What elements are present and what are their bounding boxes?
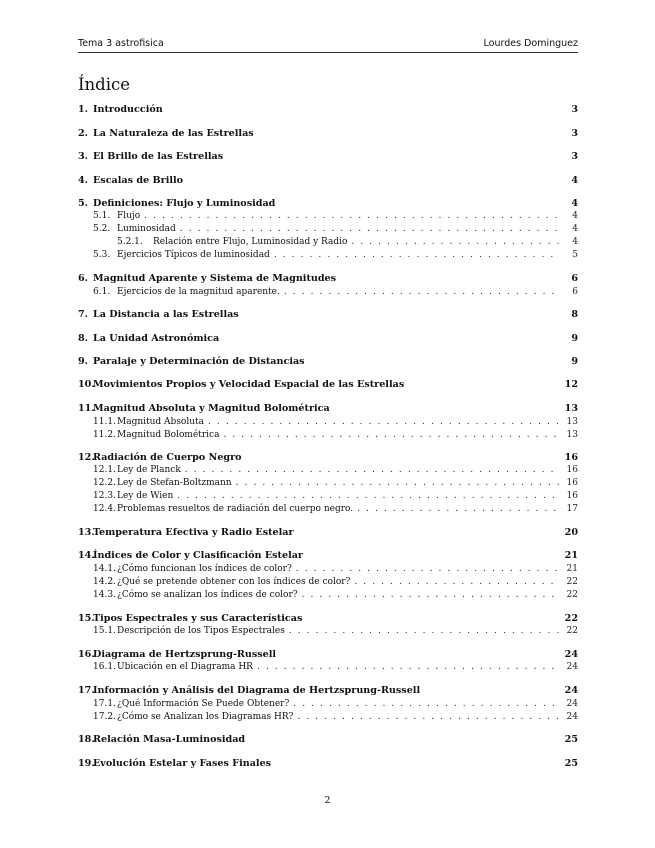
toc-section-entry[interactable] bbox=[78, 104, 578, 116]
toc-entry-title: Flujo bbox=[117, 211, 141, 221]
toc-entry-page: 4 bbox=[572, 224, 578, 234]
toc-section-entry[interactable] bbox=[78, 758, 578, 770]
toc-entry-title: Tipos Espectrales y sus Características bbox=[93, 613, 303, 624]
toc-section-entry[interactable] bbox=[78, 734, 578, 746]
toc-subsection-entry[interactable] bbox=[78, 417, 578, 429]
toc-entry-number: 14.3. bbox=[93, 590, 116, 600]
toc-entry-title: ¿Qué Información Se Puede Obtener? bbox=[117, 699, 290, 709]
toc-entry-number: 14. bbox=[78, 550, 95, 561]
header-rule bbox=[78, 52, 578, 53]
toc-entry-number: 16.1. bbox=[93, 662, 116, 672]
toc-entry-page: 3 bbox=[571, 128, 578, 139]
toc-entry-title: Descripción de los Tipos Espectrales bbox=[117, 626, 285, 636]
toc-entry-title: Problemas resueltos de radiación del cuerpo negro. bbox=[117, 504, 354, 514]
toc-entry-number: 12.1. bbox=[93, 465, 116, 475]
toc-entry-number: 17. bbox=[78, 685, 95, 696]
toc-dot-leader bbox=[351, 237, 560, 247]
toc-dot-leader bbox=[208, 417, 560, 427]
toc-dot-leader bbox=[236, 478, 560, 488]
toc-subsection-entry[interactable] bbox=[78, 491, 578, 503]
toc-subsection-entry[interactable] bbox=[78, 478, 578, 490]
toc-dot-leader bbox=[274, 250, 560, 260]
toc-section-entry[interactable] bbox=[78, 403, 578, 415]
toc-entry-page: 9 bbox=[571, 356, 578, 367]
toc-subsection-entry[interactable] bbox=[78, 662, 578, 674]
toc-entry-page: 9 bbox=[571, 333, 578, 344]
toc-entry-number: 14.2. bbox=[93, 577, 116, 587]
toc-dot-leader bbox=[302, 590, 560, 600]
toc-entry-page: 6 bbox=[572, 287, 578, 297]
toc-entry-title: Índices de Color y Clasificación Estelar bbox=[93, 550, 303, 561]
toc-entry-number: 7. bbox=[78, 309, 89, 320]
toc-entry-title: La Unidad Astronómica bbox=[93, 333, 220, 344]
toc-entry-page: 12 bbox=[564, 379, 578, 390]
toc-entry-title: Magnitud Bolométrica bbox=[117, 430, 220, 440]
toc-dot-leader bbox=[354, 577, 560, 587]
toc-section-entry[interactable] bbox=[78, 198, 578, 210]
toc-entry-title: Definiciones: Flujo y Luminosidad bbox=[93, 198, 276, 209]
toc-entry-page: 8 bbox=[571, 309, 578, 320]
toc-subsection-entry[interactable] bbox=[78, 712, 578, 724]
toc-entry-title: Información y Análisis del Diagrama de Hertzsprung-Russell bbox=[93, 685, 421, 696]
toc-entry-page: 4 bbox=[571, 198, 578, 209]
toc-entry-title: Movimientos Propios y Velocidad Espacial de las Estrellas bbox=[93, 379, 405, 390]
toc-entry-number: 13. bbox=[78, 527, 95, 538]
toc-entry-number: 11.1. bbox=[93, 417, 116, 427]
toc-subsection-entry[interactable] bbox=[78, 224, 578, 236]
toc-entry-number: 2. bbox=[78, 128, 89, 139]
toc-entry-page: 16 bbox=[566, 465, 578, 475]
toc-entry-title: Temperatura Efectiva y Radio Estelar bbox=[93, 527, 294, 538]
toc-entry-page: 6 bbox=[571, 273, 578, 284]
toc-entry-title: ¿Cómo funcionan los índices de color? bbox=[117, 564, 292, 574]
toc-entry-page: 5 bbox=[572, 250, 578, 260]
toc-section-entry[interactable] bbox=[78, 175, 578, 187]
toc-entry-page: 24 bbox=[564, 685, 578, 696]
toc-entry-number: 14.1. bbox=[93, 564, 116, 574]
toc-entry-number: 9. bbox=[78, 356, 89, 367]
toc-dot-leader bbox=[297, 712, 560, 722]
toc-entry-number: 15. bbox=[78, 613, 95, 624]
toc-entry-number: 17.2. bbox=[93, 712, 116, 722]
toc-entry-page: 17 bbox=[566, 504, 578, 514]
toc-section-entry[interactable] bbox=[78, 527, 578, 539]
toc-dot-leader bbox=[185, 465, 560, 475]
running-header bbox=[78, 38, 578, 52]
toc-entry-title: Ley de Wien bbox=[117, 491, 174, 501]
toc-entry-page: 22 bbox=[566, 577, 578, 587]
toc-entry-title: Diagrama de Hertzsprung-Russell bbox=[93, 649, 277, 660]
toc-entry-number: 12.3. bbox=[93, 491, 116, 501]
toc-entry-number: 4. bbox=[78, 175, 89, 186]
toc-dot-leader bbox=[257, 662, 560, 672]
toc-entry-title: El Brillo de las Estrellas bbox=[93, 151, 224, 162]
toc-section-entry[interactable] bbox=[78, 452, 578, 464]
toc-entry-title: Paralaje y Determinación de Distancias bbox=[93, 356, 305, 367]
toc-entry-title: ¿Cómo se Analizan los Diagramas HR? bbox=[117, 712, 294, 722]
toc-entry-page: 22 bbox=[566, 626, 578, 636]
toc-entry-page: 4 bbox=[572, 211, 578, 221]
toc-section-entry[interactable] bbox=[78, 685, 578, 697]
toc-dot-leader bbox=[293, 699, 560, 709]
toc-subsection-entry[interactable] bbox=[78, 465, 578, 477]
toc-section-entry[interactable] bbox=[78, 333, 578, 345]
toc-dot-leader bbox=[284, 287, 560, 297]
toc-entry-page: 16 bbox=[566, 491, 578, 501]
toc-entry-title: Escalas de Brillo bbox=[93, 175, 184, 186]
toc-entry-title: Magnitud Absoluta y Magnitud Bolométrica bbox=[93, 403, 330, 414]
toc-entry-title: Ejercicios Típicos de luminosidad bbox=[117, 250, 270, 260]
toc-entry-number: 19. bbox=[78, 758, 95, 769]
toc-section-entry[interactable] bbox=[78, 273, 578, 285]
header-author: Lourdes Dominguez bbox=[483, 38, 578, 49]
toc-entry-title: Radiación de Cuerpo Negro bbox=[93, 452, 242, 463]
toc-entry-number: 11.2. bbox=[93, 430, 116, 440]
toc-entry-title: Ley de Planck bbox=[117, 465, 181, 475]
toc-dot-leader bbox=[223, 430, 560, 440]
toc-entry-page: 4 bbox=[571, 175, 578, 186]
toc-subsection-entry[interactable] bbox=[78, 504, 578, 516]
toc-entry-title: Magnitud Absoluta bbox=[117, 417, 205, 427]
toc-entry-number: 12.4. bbox=[93, 504, 116, 514]
toc-dot-leader bbox=[296, 564, 560, 574]
toc-subsection-entry[interactable] bbox=[78, 250, 578, 262]
toc-entry-page: 22 bbox=[564, 613, 578, 624]
toc-dot-leader bbox=[144, 211, 560, 221]
toc-dot-leader bbox=[357, 504, 560, 514]
toc-entry-page: 16 bbox=[566, 478, 578, 488]
toc-section-entry[interactable] bbox=[78, 613, 578, 625]
toc-dot-leader bbox=[177, 491, 560, 501]
toc-subsection-entry[interactable] bbox=[78, 287, 578, 299]
toc-entry-title: Ley de Stefan-Boltzmann bbox=[117, 478, 232, 488]
toc-entry-page: 24 bbox=[566, 662, 578, 672]
toc-entry-number: 5.1. bbox=[93, 211, 111, 221]
toc-entry-number: 12.2. bbox=[93, 478, 116, 488]
toc-entry-page: 25 bbox=[564, 734, 578, 745]
toc-subsection-entry[interactable] bbox=[78, 699, 578, 711]
toc-entry-number: 1. bbox=[78, 104, 89, 115]
toc-entry-title: Introducción bbox=[93, 104, 163, 115]
toc-subsection-entry[interactable] bbox=[78, 626, 578, 638]
toc-entry-number: 5.2.1. bbox=[117, 237, 143, 247]
toc-entry-page: 3 bbox=[571, 151, 578, 162]
toc-entry-page: 21 bbox=[564, 550, 578, 561]
toc-entry-page: 25 bbox=[564, 758, 578, 769]
toc-dot-leader bbox=[289, 626, 560, 636]
toc-entry-number: 8. bbox=[78, 333, 89, 344]
toc-entry-number: 6.1. bbox=[93, 287, 111, 297]
toc-entry-number: 15.1. bbox=[93, 626, 116, 636]
toc-entry-page: 13 bbox=[566, 417, 578, 427]
toc-section-entry[interactable] bbox=[78, 379, 578, 391]
toc-entry-title: ¿Cómo se analizan los índices de color? bbox=[117, 590, 298, 600]
toc-entry-number: 16. bbox=[78, 649, 95, 660]
toc-entry-title: La Distancia a las Estrellas bbox=[93, 309, 239, 320]
toc-entry-title: La Naturaleza de las Estrellas bbox=[93, 128, 254, 139]
toc-entry-number: 10. bbox=[78, 379, 95, 390]
page-title: Índice bbox=[78, 75, 130, 94]
toc-entry-page: 13 bbox=[564, 403, 578, 414]
toc-section-entry[interactable] bbox=[78, 550, 578, 562]
toc-section-entry[interactable] bbox=[78, 356, 578, 368]
toc-entry-page: 21 bbox=[566, 564, 578, 574]
toc-section-entry[interactable] bbox=[78, 151, 578, 163]
toc-entry-number: 12. bbox=[78, 452, 95, 463]
toc-subsection-entry[interactable] bbox=[78, 590, 578, 602]
toc-entry-page: 3 bbox=[571, 104, 578, 115]
toc-entry-title: Magnitud Aparente y Sistema de Magnitudes bbox=[93, 273, 337, 284]
toc-entry-page: 16 bbox=[564, 452, 578, 463]
header-course-title: Tema 3 astrofisica bbox=[78, 38, 164, 49]
toc-entry-page: 20 bbox=[564, 527, 578, 538]
toc-section-entry[interactable] bbox=[78, 649, 578, 661]
toc-entry-page: 4 bbox=[572, 237, 578, 247]
toc-section-entry[interactable] bbox=[78, 309, 578, 321]
toc-entry-number: 5.3. bbox=[93, 250, 111, 260]
toc-entry-title: Ubicación en el Diagrama HR bbox=[117, 662, 253, 672]
toc-subsection-entry[interactable] bbox=[78, 211, 578, 223]
toc-entry-number: 18. bbox=[78, 734, 95, 745]
toc-entry-page: 24 bbox=[566, 712, 578, 722]
toc-subsection-entry[interactable] bbox=[78, 577, 578, 589]
toc-subsection-entry[interactable] bbox=[78, 237, 578, 249]
toc-entry-page: 24 bbox=[566, 699, 578, 709]
toc-entry-title: Luminosidad bbox=[117, 224, 176, 234]
toc-entry-title: Ejercicios de la magnitud aparente. bbox=[117, 287, 280, 297]
toc-dot-leader bbox=[180, 224, 560, 234]
toc-subsection-entry[interactable] bbox=[78, 430, 578, 442]
toc-subsection-entry[interactable] bbox=[78, 564, 578, 576]
toc-entry-title: Relación entre Flujo, Luminosidad y Radio bbox=[153, 237, 348, 247]
toc-entry-title: ¿Qué se pretende obtener con los índices de color? bbox=[117, 577, 351, 587]
toc-section-entry[interactable] bbox=[78, 128, 578, 140]
toc-entry-title: Relación Masa-Luminosidad bbox=[93, 734, 246, 745]
toc-entry-page: 22 bbox=[566, 590, 578, 600]
toc-entry-page: 13 bbox=[566, 430, 578, 440]
toc-entry-title: Evolución Estelar y Fases Finales bbox=[93, 758, 272, 769]
toc-entry-number: 6. bbox=[78, 273, 89, 284]
toc-entry-number: 3. bbox=[78, 151, 89, 162]
toc-entry-number: 5.2. bbox=[93, 224, 111, 234]
page-number: 2 bbox=[324, 795, 331, 806]
toc-entry-number: 11. bbox=[78, 403, 95, 414]
toc-entry-number: 17.1. bbox=[93, 699, 116, 709]
toc-entry-number: 5. bbox=[78, 198, 89, 209]
toc-entry-page: 24 bbox=[564, 649, 578, 660]
